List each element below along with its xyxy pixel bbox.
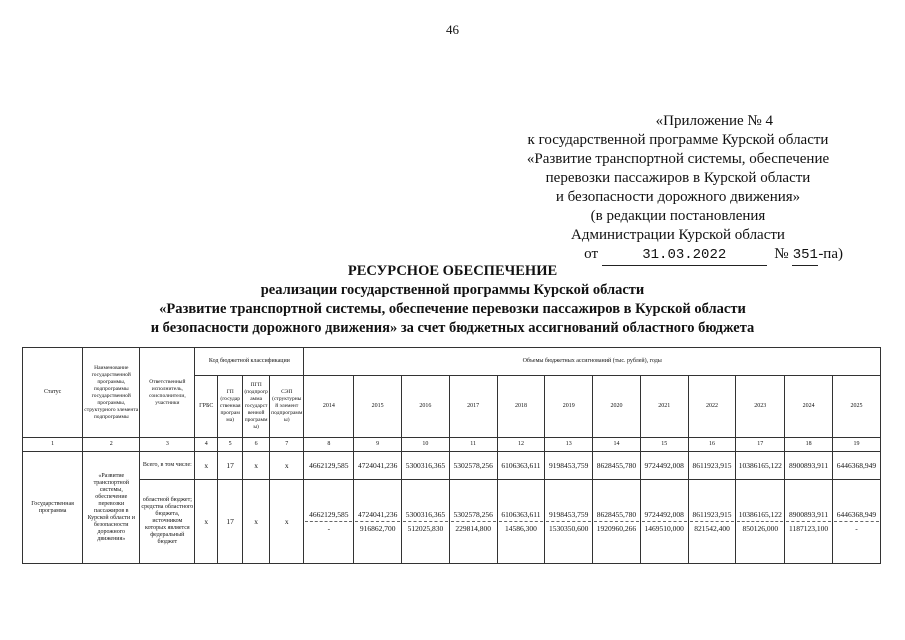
value-cell: 5300316,365 512025,830 [402,480,450,564]
value-cell: 4724041,236 916862,700 [354,480,402,564]
column-number: 5 [218,438,243,452]
column-number: 17 [736,438,785,452]
gp-cell: 17 [218,452,243,480]
appendix-line: Администрации Курской области [571,227,785,243]
title-line: «Развитие транспортной системы, обеспечение перевозки пассажиров в Курской области [159,301,746,317]
appendix-line: (в редакции постановления [590,208,766,224]
title-line: и безопасности дорожного движения» за счет бюджетных ассигнований областного бюджета [150,320,755,336]
column-number: 6 [243,438,270,452]
value-cell: 8900893,911 1187123,100 [785,480,833,564]
table-row-total [23,452,881,480]
value-cell: 6106363,611 [497,452,545,480]
header-year: 2018 [497,376,545,438]
grbs-cell: x [195,452,218,480]
value-cell: 6106363,611 14586,300 [497,480,545,564]
sep-cell: x [270,480,304,564]
federal-value: - [305,521,352,533]
column-number: 18 [785,438,833,452]
column-number: 16 [688,438,736,452]
title-line: реализации государственной программы Курской области [260,282,645,298]
value-cell: 4662129,585 [304,452,354,480]
header-grbs: ГРБС [195,376,218,438]
value-cell: 5302578,256 [449,452,497,480]
value-cell: 10386165,122 [736,452,785,480]
value-cell: 8900893,911 [785,452,833,480]
column-number: 1 [23,438,83,452]
value-cell: 5302578,256 229814,800 [449,480,497,564]
value-cell: 4662129,585 - [304,480,354,564]
header-year: 2020 [593,376,641,438]
header-year: 2025 [832,376,880,438]
header-year: 2023 [736,376,785,438]
sep-cell: x [270,452,304,480]
appendix-line: «Приложение № 4 [655,113,773,129]
column-number: 3 [140,438,195,452]
table-row-regional [23,480,881,564]
pgp-cell: x [243,480,270,564]
column-number: 14 [593,438,641,452]
value-cell: 6446368,949 - [832,480,880,564]
pgp-cell: x [243,452,270,480]
document-title [0,262,905,338]
federal-value: 821542,400 [690,521,735,533]
federal-value: 1469510,000 [642,521,687,533]
header-name: Наименование государственной программы, подпрограммы государственной программы, структурного элемента подпрограммы [83,348,140,438]
federal-value: 229814,800 [451,521,496,533]
decree-number: 351 [792,246,818,266]
value-cell: 10386165,122 850126,000 [736,480,785,564]
value-cell: 6446368,949 [832,452,880,480]
federal-value: - [834,521,879,533]
grbs-cell: x [195,480,218,564]
appendix-line: к государственной программе Курской области [527,132,829,148]
header-executor: Ответственный исполнитель, соисполнители, участники [140,348,195,438]
value-cell: 4724041,236 [354,452,402,480]
federal-value: 1530350,600 [546,521,591,533]
federal-value: 1187123,100 [786,521,831,533]
header-year: 2016 [402,376,450,438]
value-cell: 9724492,008 [640,452,688,480]
appendix-line: «Развитие транспортной системы, обеспечение [526,151,830,167]
column-number: 12 [497,438,545,452]
appendix-block [513,112,843,266]
header-year: 2024 [785,376,833,438]
page-number: 46 [446,22,459,37]
header-pgp: ПГП (подпрограмма государственной программы) [243,376,270,438]
federal-value: 916862,700 [355,521,400,533]
column-number: 4 [195,438,218,452]
federal-value: 512025,830 [403,521,448,533]
header-sep: СЭП (структурный элемент подпрограммы) [270,376,304,438]
header-code-group: Код бюджетной классификации [195,348,304,376]
header-years-group: Объемы бюджетных ассигнований (тыс. рублей), годы [304,348,881,376]
federal-value: 14586,300 [499,521,544,533]
header-year: 2022 [688,376,736,438]
column-number: 15 [640,438,688,452]
value-cell: 9198453,759 1530350,600 [545,480,593,564]
column-number: 10 [402,438,450,452]
value-cell: 9198453,759 [545,452,593,480]
federal-value: 850126,000 [737,521,783,533]
header-year: 2015 [354,376,402,438]
executor-cell: областной бюджет; средства областного бюджета, источником которых является федеральный бюджет [140,480,195,564]
gp-cell: 17 [218,480,243,564]
federal-value: 1920960,266 [594,521,639,533]
value-cell: 8611923,915 821542,400 [688,480,736,564]
value-cell: 8628455,780 1920960,266 [593,480,641,564]
value-cell: 9724492,008 1469510,000 [640,480,688,564]
header-year: 2019 [545,376,593,438]
title-line: РЕСУРСНОЕ ОБЕСПЕЧЕНИЕ [347,263,558,279]
number-label: № [774,246,789,262]
header-year: 2017 [449,376,497,438]
program-name-cell: «Развитие транспортной системы, обеспечение перевозки пассажиров в Курской области и безопасности дорожного движения» [83,452,140,564]
header-gp: ГП (государственная программа) [218,376,243,438]
value-cell: 8611923,915 [688,452,736,480]
column-number: 9 [354,438,402,452]
header-year: 2021 [640,376,688,438]
column-number: 11 [449,438,497,452]
resource-table [22,347,881,564]
header-year: 2014 [304,376,354,438]
header-status: Статус [23,348,83,438]
decree-date: 31.03.2022 [602,246,767,266]
from-label: от [584,246,598,262]
column-number: 2 [83,438,140,452]
value-cell: 8628455,780 [593,452,641,480]
executor-cell: Всего, в том числе: [140,452,195,480]
number-suffix: -па) [818,246,843,262]
column-number: 8 [304,438,354,452]
value-cell: 5300316,365 [402,452,450,480]
column-number: 19 [832,438,880,452]
appendix-line: перевозки пассажиров в Курской области [545,170,811,186]
column-number: 13 [545,438,593,452]
status-cell: Государственная программа [23,452,83,564]
column-number: 7 [270,438,304,452]
appendix-line: и безопасности дорожного движения» [555,189,801,205]
